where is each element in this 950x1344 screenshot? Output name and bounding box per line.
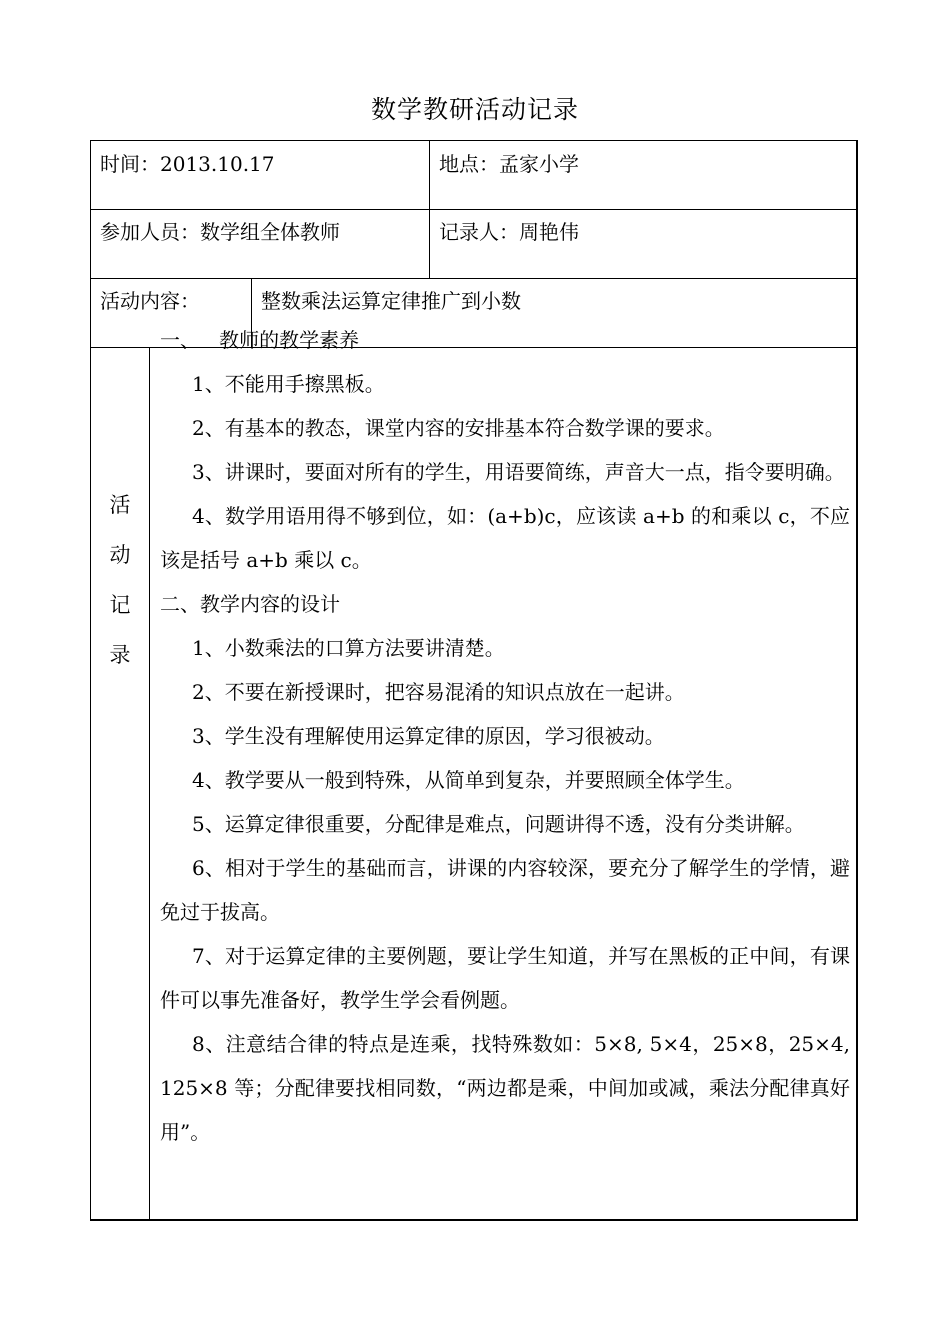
list-item: 8、注意结合律的特点是连乘，找特殊数如：5×8, 5×4，25×8，25×4, 125×8 等；分配律要找相同数，“两边都是乘，中间加或减，乘法分配律真好用”。 xyxy=(160,1032,850,1144)
record-content xyxy=(160,328,850,1154)
list-item: 5、运算定律很重要，分配律是难点，问题讲得不透，没有分类讲解。 xyxy=(192,812,805,836)
list-item: 3、学生没有理解使用运算定律的原因，学习很被动。 xyxy=(192,724,665,748)
column-divider xyxy=(149,347,150,1220)
list-item: 7、对于运算定律的主要例题，要让学生知道，并写在黑板的正中间，有课件可以事先准备好，教学生学会看例题。 xyxy=(160,944,850,1012)
record-label-char: 录 xyxy=(109,643,131,667)
list-item: 6、相对于学生的基础而言，讲课的内容较深，要充分了解学生的学情，避免过于拔高。 xyxy=(160,856,850,924)
participants-cell: 参加人员：数学组全体教师 xyxy=(100,220,340,244)
page-title: 数学教研活动记录 xyxy=(370,95,579,124)
content-label-cell: 活动内容： xyxy=(100,289,200,313)
recorder-cell: 记录人：周艳伟 xyxy=(439,220,579,244)
table-border-left xyxy=(90,140,91,1220)
list-item: 4、教学要从一般到特殊，从简单到复杂，并要照顾全体学生。 xyxy=(192,768,745,792)
row-divider xyxy=(90,278,858,279)
section-heading: 一、 教师的教学素养 xyxy=(160,328,360,352)
table-border-right xyxy=(856,140,858,1220)
list-item: 1、不能用手擦黑板。 xyxy=(192,372,385,396)
time-cell: 时间：2013.10.17 xyxy=(100,152,275,176)
column-divider xyxy=(429,140,430,278)
place-cell: 地点：孟家小学 xyxy=(439,152,579,176)
section-heading: 二、教学内容的设计 xyxy=(160,592,340,616)
record-label-char: 活 xyxy=(109,493,131,517)
table-border-top xyxy=(90,140,858,141)
table-border-bottom xyxy=(90,1219,858,1221)
row-divider xyxy=(90,209,858,210)
list-item: 4、数学用语用得不够到位，如：(a+b)c，应该读 a+b 的和乘以 c，不应该是括号 a+b 乘以 c。 xyxy=(160,504,850,572)
record-table xyxy=(90,140,858,1220)
list-item: 3、讲课时，要面对所有的学生，用语要简练，声音大一点，指令要明确。 xyxy=(192,460,845,484)
list-item: 2、有基本的教态，课堂内容的安排基本符合数学课的要求。 xyxy=(192,416,725,440)
record-label-char: 动 xyxy=(109,543,131,567)
list-item: 1、小数乘法的口算方法要讲清楚。 xyxy=(192,636,505,660)
list-item: 2、不要在新授课时，把容易混淆的知识点放在一起讲。 xyxy=(192,680,685,704)
record-label xyxy=(90,480,150,680)
content-value-cell: 整数乘法运算定律推广到小数 xyxy=(261,289,521,313)
record-label-char: 记 xyxy=(109,593,131,617)
